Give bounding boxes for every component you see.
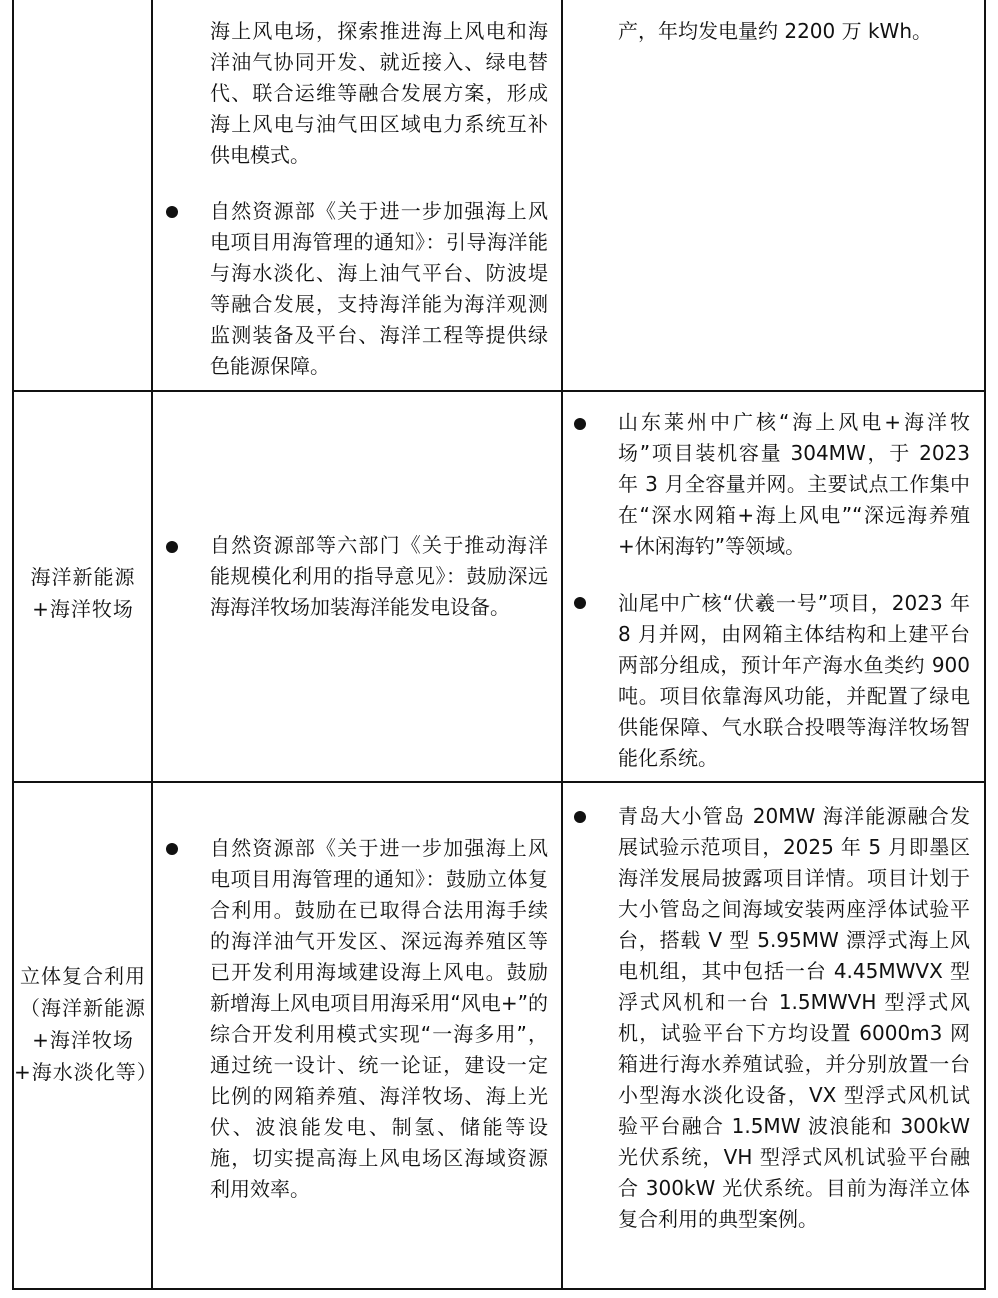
table-divider-col2: [561, 0, 563, 1290]
row-divider-2: [12, 781, 986, 783]
case-text: 产，年均发电量约 2200 万 kWh。: [618, 19, 933, 43]
policy-text: 自然资源部《关于进一步加强海上风电项目用海管理的通知》：引导海洋能与海水淡化、海上油气平台、防波堤等融合发展，支持海洋能为海洋观测监测装备及平台、海洋工程等提供绿色能源保障。: [210, 199, 548, 378]
case-text: 青岛大小管岛 20MW 海洋能源融合发展试验示范项目，2025 年 5 月即墨区海洋发展局披露项目详情。项目计划于大小管岛之间海域安装两座浮体试验平台，搭载 V 型 5.95MW 漂浮式海上风电机组，其中包括一台 4.45MWVX 型浮式风机和一台 1.5MWVH 型浮式风机，试验平台下方均设置 6000m3 网箱进行海水养殖试验，并分别放置一台小型海水淡化设备，VX 型浮式风机试验平台融合 1.5MW 波浪能和 300kW 光伏系统，VH 型浮式风机试验平台融合 300kW 光伏系统。目前为海洋立体复合利用的典型案例。: [618, 804, 970, 1231]
table-border-bottom: [12, 1288, 986, 1290]
policy-text: 海上风电场，探索推进海上风电和海洋油气协同开发、就近接入、绿电替代、联合运维等融合发展方案，形成海上风电与油气田区域电力系统互补供电模式。: [210, 19, 548, 167]
row-divider-1: [12, 390, 986, 392]
category-label: 立体复合利用（海洋新能源+海洋牧场+海水淡化等）: [14, 964, 158, 1084]
category-label: 海洋新能源+海洋牧场: [30, 565, 136, 621]
table-border-right: [984, 0, 986, 1290]
bullet-icon: [166, 206, 178, 218]
policy-text: 自然资源部《关于进一步加强海上风电项目用海管理的通知》：鼓励立体复合利用。鼓励在已取得合法用海手续的海洋油气开发区、深远海养殖区等已开发利用海域建设海上风电。鼓励新增海上风电项目用海采用“风电+”的综合开发利用模式实现“一海多用”，通过统一设计、统一论证，建设一定比例的网箱养殖、海洋牧场、海上光伏、波浪能发电、制氢、储能等设施，切实提高海上风电场区海域资源利用效率。: [210, 836, 548, 1201]
bullet-icon: [166, 541, 178, 553]
policy-text: 自然资源部等六部门《关于推动海洋能规模化利用的指导意见》：鼓励深远海海洋牧场加装海洋能发电设备。: [210, 533, 548, 619]
table-divider-col1: [151, 0, 153, 1290]
bullet-icon: [574, 811, 586, 823]
bullet-icon: [574, 418, 586, 430]
case-text: 汕尾中广核“伏羲一号”项目，2023 年 8 月并网，由网箱主体结构和上建平台两部分组成，预计年产海水鱼类约 900 吨。项目依靠海风功能，并配置了绿电供能保障、气水联合投喂等海洋牧场智能化系统。: [618, 591, 970, 770]
bullet-icon: [166, 843, 178, 855]
case-text: 山东莱州中广核“海上风电+海洋牧场”项目装机容量 304MW，于 2023 年 3 月全容量并网。主要试点工作集中在“深水网箱+海上风电”“深远海养殖+休闲海钓”等领域。: [618, 410, 970, 558]
bullet-icon: [574, 597, 586, 609]
table-border-left: [12, 0, 14, 1290]
